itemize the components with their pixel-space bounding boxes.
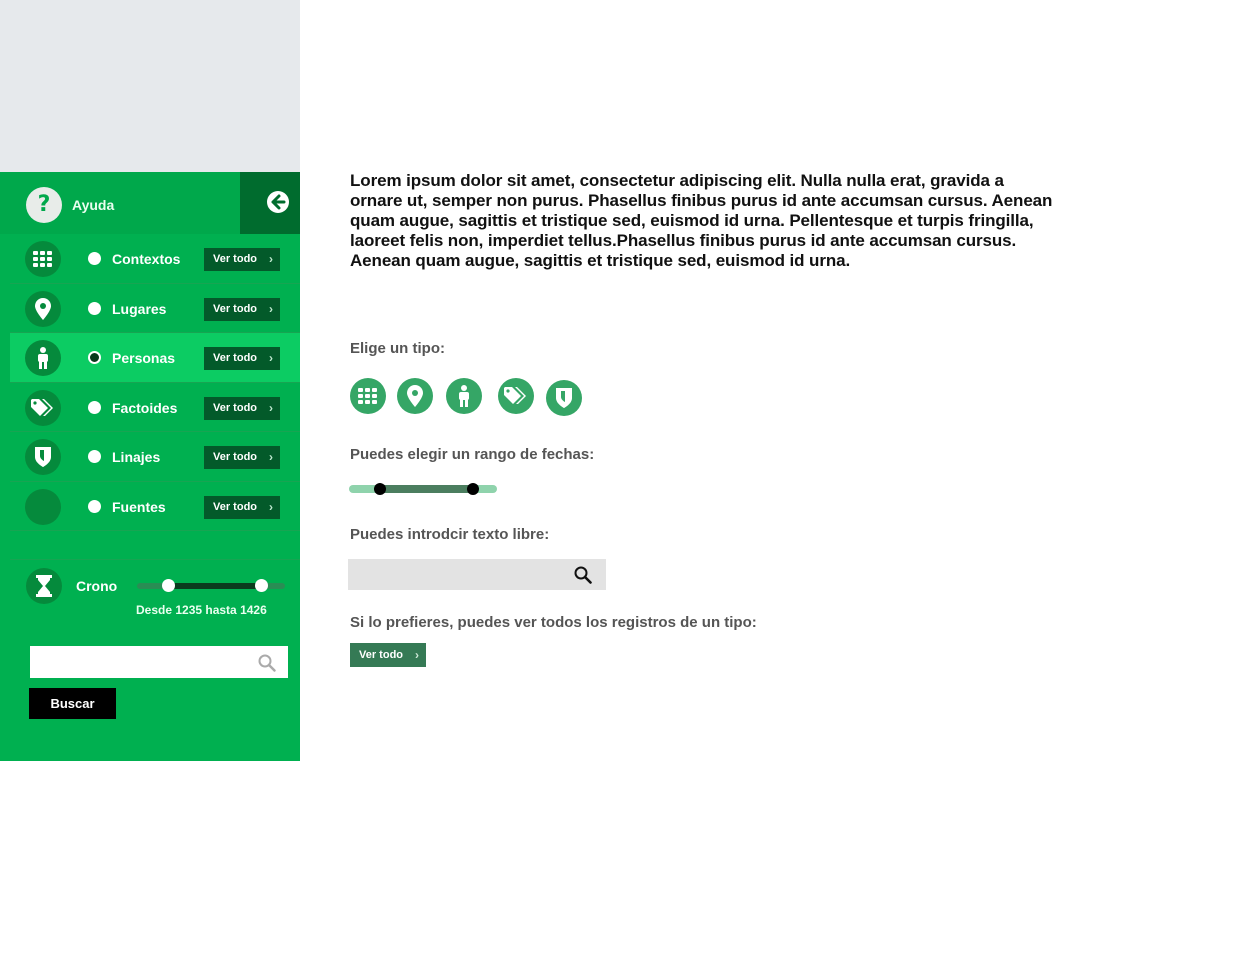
chevron-right-icon: › (269, 450, 273, 464)
button-label: Ver todo (213, 253, 258, 265)
menu-label: Factoides (112, 399, 178, 416)
menu-row-linajes[interactable] (10, 432, 300, 482)
collapse-sidebar-button[interactable] (240, 172, 300, 234)
search-button[interactable]: Buscar (29, 688, 116, 719)
date-range-label: Puedes elegir un rango de fechas: (350, 446, 595, 463)
button-label: Ver todo (213, 352, 258, 364)
menu-label: Fuentes (112, 498, 166, 515)
hourglass-icon (26, 568, 62, 604)
person-icon[interactable] (446, 378, 482, 414)
crono-label: Crono (76, 578, 118, 594)
ver-todo-button-factoides[interactable] (204, 397, 280, 420)
chevron-right-icon: › (269, 351, 273, 365)
chevron-right-icon: › (269, 400, 273, 415)
arrow-left-icon (266, 190, 290, 214)
free-text-input[interactable] (348, 559, 568, 590)
divider (10, 559, 300, 560)
map-pin-icon[interactable] (397, 378, 433, 414)
menu-row-lugares[interactable] (10, 284, 300, 334)
help-icon[interactable]: ? (26, 187, 62, 223)
chevron-right-icon: › (415, 648, 419, 662)
crono-slider-thumb-to[interactable] (255, 579, 268, 592)
button-label: Ver todo (213, 401, 258, 414)
free-text-search-box (348, 559, 606, 590)
menu-row-factoides[interactable] (10, 383, 300, 433)
menu-label: Linajes (112, 449, 161, 465)
crono-slider[interactable] (137, 583, 285, 589)
free-text-label: Puedes introdcir texto libre: (350, 526, 550, 543)
radio-personas[interactable] (88, 351, 101, 364)
menu-label: Personas (112, 350, 176, 366)
radio-fuentes[interactable] (88, 500, 101, 513)
ver-todo-button-lugares[interactable] (204, 298, 280, 321)
button-label: Ver todo (213, 451, 258, 463)
ver-todo-button-contextos[interactable] (204, 248, 280, 271)
crono-range-text: Desde 1235 hasta 1426 (136, 603, 267, 617)
radio-contextos[interactable] (88, 252, 101, 265)
menu-row-contextos[interactable] (10, 234, 300, 284)
radio-factoides[interactable] (88, 401, 101, 414)
menu-row-personas[interactable] (10, 333, 300, 383)
tags-icon (25, 390, 61, 426)
ver-todo-button-fuentes[interactable] (204, 496, 280, 519)
shield-icon (25, 439, 61, 475)
sidebar-search-input[interactable] (30, 646, 250, 678)
button-label: Ver todo (359, 649, 404, 661)
search-icon[interactable] (258, 654, 276, 672)
menu-label: Contextos (112, 251, 181, 267)
map-pin-icon (25, 291, 61, 327)
blank-icon (25, 489, 61, 525)
menu-label: Lugares (112, 300, 167, 317)
intro-text: Lorem ipsum dolor sit amet, consectetur adipiscing elit. Nulla nulla erat, gravida a ornare ut, semper non purus. Phasellus finibus purus id ante accumsan cursus. Aenean quam augue, sagittis et tristique sed, euismod id urna. Pellentesque et turpis fringilla, laoreet felis non, imperdiet tellus.Phasellus finibus purus id ante accumsan cursus. Aenean quam augue, sagittis et tristique sed, euismod id urna. (350, 171, 1053, 270)
top-placeholder-area (0, 0, 300, 172)
shield-icon[interactable] (546, 380, 582, 416)
view-all-label: Si lo prefieres, puedes ver todos los registros de un tipo: (350, 614, 757, 631)
tags-icon[interactable] (498, 378, 534, 414)
grid-icon[interactable] (350, 378, 386, 414)
radio-linajes[interactable] (88, 450, 101, 463)
chevron-right-icon: › (269, 499, 273, 514)
ver-todo-button[interactable] (350, 643, 426, 667)
ver-todo-button-linajes[interactable] (204, 446, 280, 469)
person-icon (25, 340, 61, 376)
crono-slider-thumb-from[interactable] (162, 579, 175, 592)
menu-row-fuentes[interactable] (10, 482, 300, 532)
sidebar (0, 172, 300, 761)
ver-todo-button-personas[interactable] (204, 347, 280, 370)
chevron-right-icon: › (269, 301, 273, 316)
grid-icon (25, 241, 61, 277)
crono-slider-fill (168, 583, 261, 589)
search-icon[interactable] (574, 566, 592, 584)
button-label: Ver todo (213, 500, 258, 513)
radio-lugares[interactable] (88, 302, 101, 315)
date-range-thumb-to[interactable] (467, 483, 479, 495)
date-range-slider[interactable] (349, 485, 497, 493)
category-menu (10, 234, 300, 531)
date-range-thumb-from[interactable] (374, 483, 386, 495)
sidebar-search-box (30, 646, 288, 678)
type-label: Elige un tipo: (350, 340, 445, 357)
date-range-fill (380, 485, 473, 493)
help-bar (0, 172, 300, 234)
button-label: Ver todo (213, 302, 258, 315)
chevron-right-icon: › (269, 252, 273, 266)
help-label[interactable]: Ayuda (72, 197, 115, 213)
